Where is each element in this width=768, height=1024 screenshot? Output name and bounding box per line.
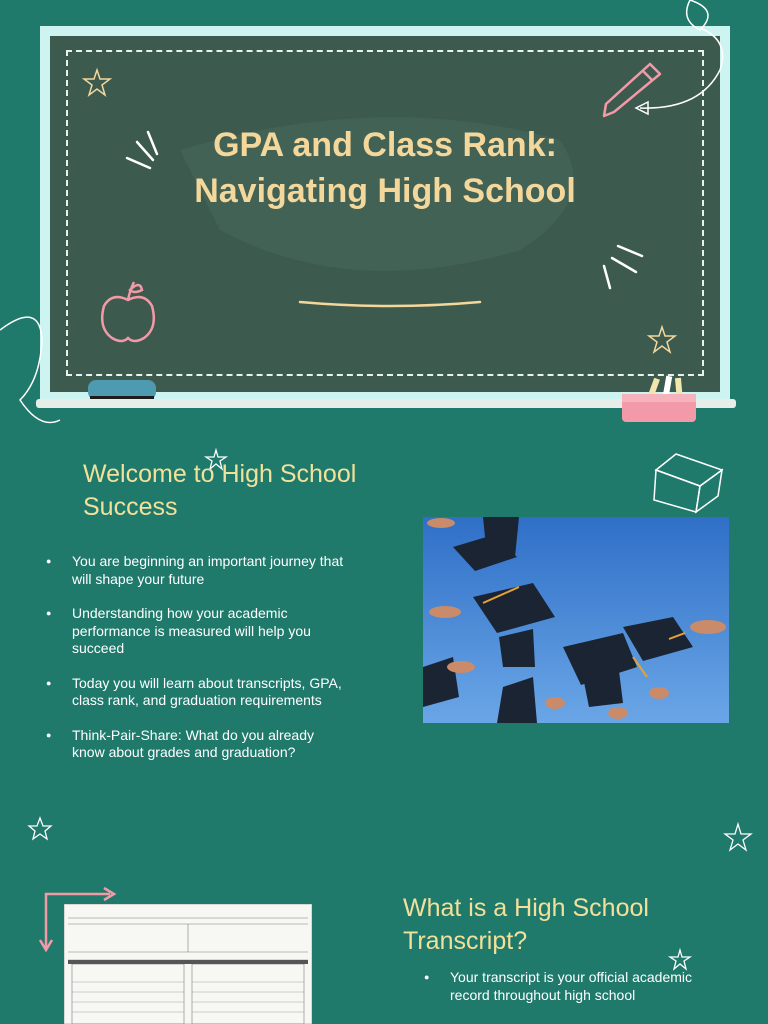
apple-icon: [102, 282, 154, 341]
title-underline: [300, 302, 480, 306]
transcript-thumbnail: [64, 904, 312, 1024]
slide2-heading: Welcome to High School Success: [83, 460, 357, 521]
slide2-bullet-list: [46, 553, 346, 779]
list-item: ● You are beginning an important journey that will shape your future: [46, 553, 346, 588]
star-icon: [649, 327, 675, 352]
graduation-caps-photo: [423, 517, 729, 723]
cube-icon: [654, 454, 722, 512]
star-icon: [725, 824, 751, 850]
slide3-bullet-list: [424, 969, 724, 1021]
list-item: ● Think-Pair-Share: What do you already know about grades and graduation?: [46, 727, 346, 762]
star-icon: [84, 70, 110, 95]
slide-title: GPA and Class Rank: Navigating High School: [194, 126, 576, 210]
eraser-icon: [88, 380, 156, 401]
list-item: ● Your transcript is your official academic record throughout high school: [424, 969, 724, 1004]
chalk-box-icon: [610, 370, 710, 430]
swirl-doodle: [687, 0, 708, 30]
list-item: ● Today you will learn about transcripts, GPA, class rank, and graduation requirements: [46, 675, 346, 710]
list-item: ● Understanding how your academic performance is measured will help you succeed: [46, 605, 346, 658]
slide3-heading: What is a High School Transcript?: [403, 894, 649, 955]
star-icon: [29, 818, 51, 839]
sparkle-lines-icon: [604, 246, 642, 288]
